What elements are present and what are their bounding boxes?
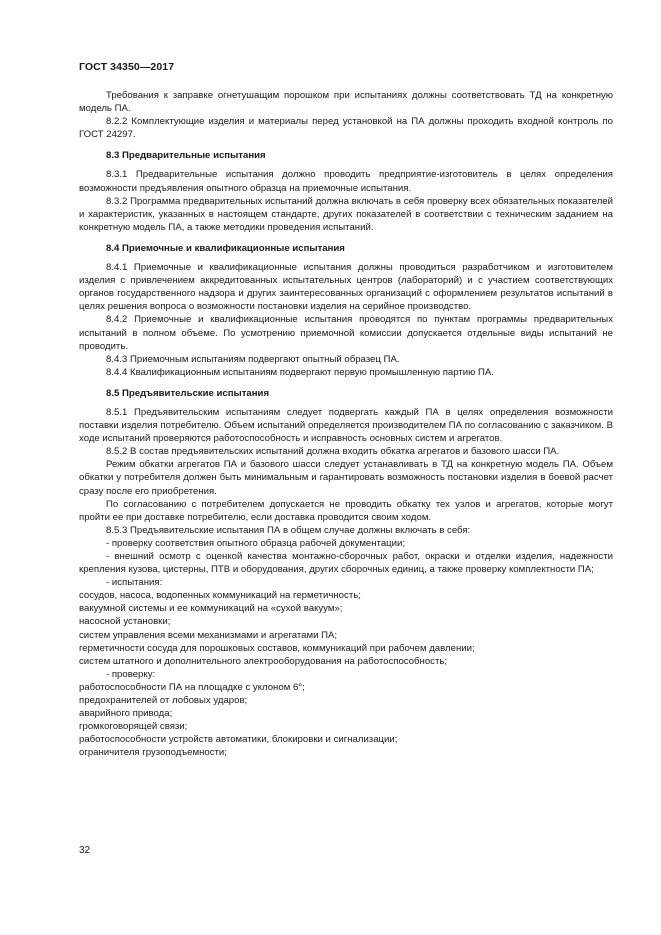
list-item: аварийного привода; (79, 708, 173, 720)
paragraph-8-4-2: 8.4.2 Приемочные и квалификационные испытания проводятся по пунктам программы предварительных испытаний в полном объеме. По усмотрению приемочной комиссии допускается отдельные виды испытаний не проводить. (79, 314, 613, 352)
list-item: герметичности сосуда для порошковых составов, коммуникаций при рабочем давлении; (79, 642, 475, 654)
list-item: - испытания: (106, 577, 163, 589)
paragraph-8-3-2: 8.3.2 Программа предварительных испытаний должна включать в себя проверку всех обязательных показателей и характеристик, указанных в настоящем стандарте, других показателей в соответствии с техническим заданием на конкретную модель ПА, а также методики проведения испытаний. (79, 195, 613, 233)
paragraph-8-3-1: 8.3.1 Предварительные испытания должно проводить предприятие-изготовитель в целях определения возможности предъявления опытного образца на приемочные испытания. (79, 169, 613, 194)
paragraph-8-4-1: 8.4.1 Приемочные и квалификационные испытания должны проводиться разработчиком и изготовителем изделия с привлечением аккредитованных испытательных центров (лабораторий) и с участием соответствующих органов государственного надзора и других заинтересованных организаций с оформлением результатов испытаний в целях решения вопроса о возможности постановки изделия на серийное производство. (79, 262, 613, 313)
list-item: насосной установки; (79, 616, 171, 628)
paragraph: По согласованию с потребителем допускается не проводить обкатку тех узлов и агрегатов, которые могут пройти ее при доставке потребителю, если доставка проводится своим ходом. (79, 498, 613, 523)
list-item: систем штатного и дополнительного электрооборудования на работоспособность; (79, 655, 448, 667)
section-heading-8-3: 8.3 Предварительные испытания (106, 150, 266, 162)
paragraph-8-5-2: 8.5.2 В состав предъявительских испытаний должна входить обкатка агрегатов и базового шасси ПА. (106, 446, 560, 458)
document-header: ГОСТ 34350—2017 (79, 61, 175, 73)
list-item: сосудов, насоса, водопенных коммуникаций на герметичность; (79, 590, 361, 602)
paragraph: Требования к заправке огнетушащим порошком при испытаниях должны соответствовать ТД на конкретную модель ПА. (79, 90, 613, 115)
page-body (79, 89, 613, 760)
list-item: систем управления всеми механизмами и агрегатами ПА; (79, 629, 338, 641)
list-item: - внешний осмотр с оценкой качества монтажно-сборочных работ, окраски и отделки изделия, надежности крепления кузова, цистерны, ПТВ и оборудования, других сборочных единиц, а также проверку комплектности ПА; (79, 551, 613, 576)
list-item: вакуумной системы и ее коммуникаций на «сухой вакуум»; (79, 603, 343, 615)
list-item: - проверку: (106, 668, 156, 680)
section-heading-8-5: 8.5 Предъявительские испытания (106, 387, 270, 399)
list-item: громкоговорящей связи; (79, 721, 188, 733)
paragraph: Режим обкатки агрегатов ПА и базового шасси следует устанавливать в ТД на конкретную модель ПА. Объем обкатки у потребителя должен быть минимальным и гарантировать возможность постановки изделия в боевой расчет сразу после его приобретения. (79, 459, 613, 497)
paragraph-8-5-1: 8.5.1 Предъявительским испытаниям следует подвергать каждый ПА в целях определения возможности поставки изделия потребителю. Объем испытаний определяется производителем ПА по согласованию с заказчиком. В ходе испытаний проверяются работоспособность и исправность основных систем и агрегатов. (79, 406, 613, 445)
paragraph-8-2-2: 8.2.2 Комплектующие изделия и материалы перед установкой на ПА должны проходить входной контроль по ГОСТ 24297. (79, 116, 613, 141)
list-item: работоспособности ПА на площадке с уклоном 6°; (79, 681, 305, 693)
paragraph-8-4-4: 8.4.4 Квалификационным испытаниям подвергают первую промышленную партию ПА. (106, 366, 494, 378)
list-item: ограничителя грузоподъемности; (79, 747, 227, 759)
paragraph-8-4-3: 8.4.3 Приемочным испытаниям подвергают опытный образец ПА. (106, 353, 400, 365)
list-item: - проверку соответствия опытного образца рабочей документации; (106, 537, 406, 549)
list-item: работоспособности устройств автоматики, блокировки и сигнализации; (79, 734, 398, 746)
page-number: 32 (79, 845, 91, 856)
paragraph-8-5-3: 8.5.3 Предъявительские испытания ПА в общем случае должны включать в себя: (106, 524, 471, 536)
section-heading-8-4: 8.4 Приемочные и квалификационные испытания (106, 242, 345, 254)
list-item: предохранителей от лобовых ударов; (79, 695, 248, 707)
